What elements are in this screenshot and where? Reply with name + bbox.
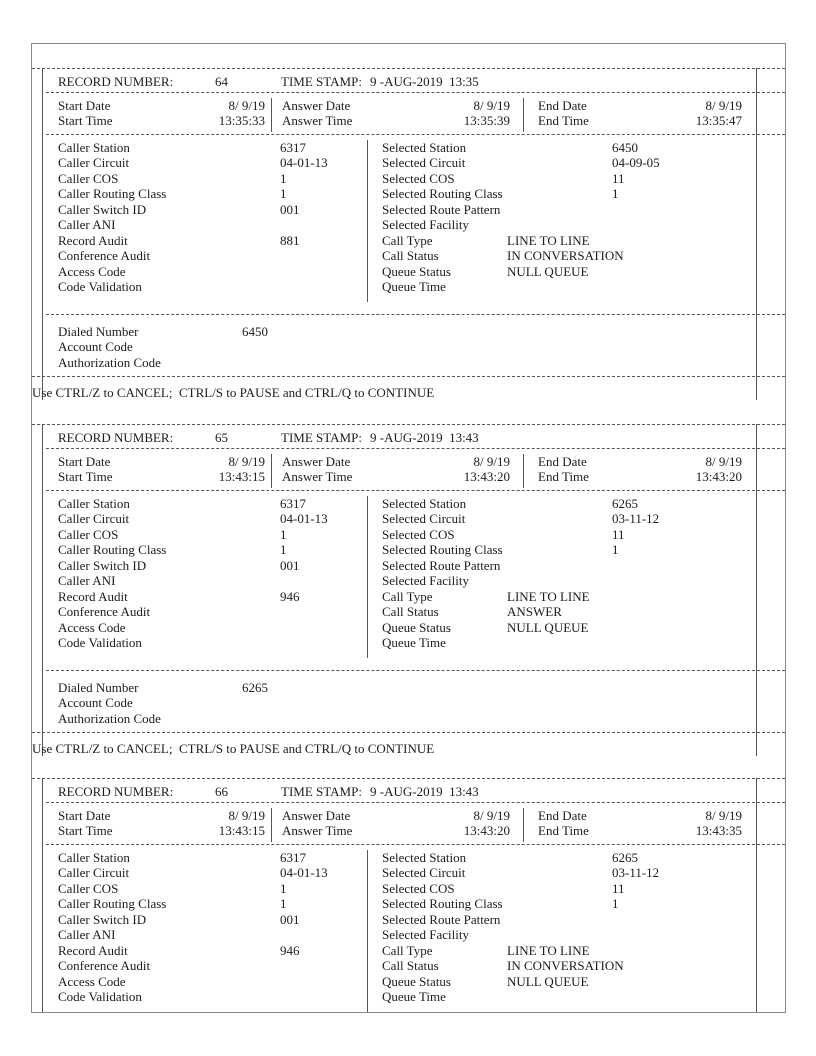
call-status-value: IN CONVERSATION (507, 248, 624, 264)
selected-circuit-value: 03-11-12 (612, 511, 660, 527)
conference-audit-label: Conference Audit (58, 604, 151, 620)
caller-switch-id-label: Caller Switch ID (58, 911, 147, 927)
call-status-value: IN CONVERSATION (507, 958, 624, 974)
selected-circuit-label: Selected Circuit (382, 865, 466, 881)
end-time-label: End Time (538, 823, 589, 839)
selected-route-pattern-label: Selected Route Pattern (382, 557, 501, 573)
caller-routing-class-value: 1 (280, 896, 287, 912)
end-time-value: 13:35:47 (695, 113, 742, 129)
queue-status-value: NULL QUEUE (507, 263, 589, 279)
call-record (32, 424, 785, 756)
answer-date-value: 8/ 9/19 (473, 98, 510, 113)
start-date-label: Start Date (58, 98, 111, 113)
selected-circuit-label: Selected Circuit (382, 511, 466, 527)
code-validation-label: Code Validation (58, 988, 142, 1004)
selected-route-pattern-label: Selected Route Pattern (382, 201, 501, 217)
queue-status-value: NULL QUEUE (507, 619, 589, 635)
start-date-value: 8/ 9/19 (228, 808, 265, 823)
end-date-label: End Date (538, 454, 587, 469)
selected-facility-label: Selected Facility (382, 573, 470, 589)
record-audit-value: 946 (280, 942, 300, 958)
answer-time-label: Answer Time (282, 823, 353, 839)
call-status-label: Call Status (382, 248, 439, 264)
queue-status-value: NULL QUEUE (507, 973, 589, 989)
caller-ani-label: Caller ANI (58, 217, 116, 233)
caller-routing-class-value: 1 (280, 186, 287, 202)
call-status-value: ANSWER (507, 604, 562, 620)
time-stamp-label: TIME STAMP: (281, 74, 362, 89)
call-type-label: Call Type (382, 588, 433, 604)
start-date-value: 8/ 9/19 (228, 98, 265, 113)
selected-route-pattern-label: Selected Route Pattern (382, 911, 501, 927)
record-number-label: RECORD NUMBER: (58, 74, 174, 89)
record-number-value: 64 (215, 74, 228, 89)
record-number-label: RECORD NUMBER: (58, 784, 174, 799)
caller-routing-class-value: 1 (280, 542, 287, 558)
start-date-value: 8/ 9/19 (228, 454, 265, 469)
selected-routing-class-value: 1 (612, 186, 619, 202)
end-time-value: 13:43:20 (695, 469, 742, 485)
report-page (31, 43, 786, 1013)
answer-time-value: 13:43:20 (463, 823, 510, 839)
dialed-number-value: 6450 (242, 324, 268, 339)
answer-date-label: Answer Date (282, 98, 351, 113)
call-type-label: Call Type (382, 232, 433, 248)
time-stamp-value: 9 -AUG-2019 13:43 (370, 430, 479, 445)
start-time-label: Start Time (58, 469, 113, 485)
caller-switch-id-value: 001 (280, 201, 300, 217)
selected-routing-class-label: Selected Routing Class (382, 896, 503, 912)
selected-routing-class-value: 1 (612, 542, 619, 558)
call-record (32, 68, 785, 400)
caller-switch-id-value: 001 (280, 557, 300, 573)
answer-date-label: Answer Date (282, 808, 351, 823)
caller-routing-class-label: Caller Routing Class (58, 896, 167, 912)
record-number-value: 66 (215, 784, 228, 799)
queue-time-label: Queue Time (382, 278, 446, 294)
account-code-label: Account Code (58, 695, 133, 711)
start-date-label: Start Date (58, 808, 111, 823)
control-hint: Use CTRL/Z to CANCEL; CTRL/S to PAUSE and CTRL/Q to CONTINUE (32, 385, 435, 400)
dialed-number-label: Dialed Number (58, 680, 139, 695)
answer-time-value: 13:35:39 (463, 113, 510, 129)
account-code-label: Account Code (58, 339, 133, 355)
start-date-label: Start Date (58, 454, 111, 469)
answer-time-label: Answer Time (282, 113, 353, 129)
end-date-value: 8/ 9/19 (705, 454, 742, 469)
caller-cos-value: 1 (280, 880, 287, 896)
dialed-number-value: 6265 (242, 680, 268, 695)
caller-station-label: Caller Station (58, 850, 130, 865)
caller-station-label: Caller Station (58, 140, 130, 155)
call-type-label: Call Type (382, 942, 433, 958)
selected-routing-class-value: 1 (612, 896, 619, 912)
time-stamp-value: 9 -AUG-2019 13:35 (370, 74, 479, 89)
control-hint: Use CTRL/Z to CANCEL; CTRL/S to PAUSE and CTRL/Q to CONTINUE (32, 741, 435, 756)
selected-routing-class-label: Selected Routing Class (382, 542, 503, 558)
caller-circuit-value: 04-01-13 (280, 155, 328, 171)
call-status-label: Call Status (382, 604, 439, 620)
selected-station-label: Selected Station (382, 850, 467, 865)
time-stamp-value: 9 -AUG-2019 13:43 (370, 784, 479, 799)
time-stamp-label: TIME STAMP: (281, 430, 362, 445)
start-time-value: 13:43:15 (218, 469, 265, 485)
end-date-value: 8/ 9/19 (705, 808, 742, 823)
call-record (32, 778, 785, 1004)
call-type-value: LINE TO LINE (507, 942, 590, 958)
queue-time-label: Queue Time (382, 988, 446, 1004)
end-time-value: 13:43:35 (695, 823, 742, 839)
record-audit-value: 881 (280, 232, 300, 248)
time-stamp-label: TIME STAMP: (281, 784, 362, 799)
selected-station-label: Selected Station (382, 140, 467, 155)
record-number-label: RECORD NUMBER: (58, 430, 174, 445)
caller-cos-value: 1 (280, 170, 287, 186)
answer-date-value: 8/ 9/19 (473, 808, 510, 823)
selected-station-label: Selected Station (382, 496, 467, 511)
caller-circuit-value: 04-01-13 (280, 865, 328, 881)
caller-circuit-label: Caller Circuit (58, 865, 130, 881)
selected-cos-label: Selected COS (382, 170, 455, 186)
queue-time-label: Queue Time (382, 634, 446, 650)
queue-status-label: Queue Status (382, 973, 451, 989)
start-time-label: Start Time (58, 823, 113, 839)
caller-station-value: 6317 (280, 140, 306, 155)
selected-circuit-value: 04-09-05 (612, 155, 660, 171)
caller-routing-class-label: Caller Routing Class (58, 542, 167, 558)
caller-station-value: 6317 (280, 850, 306, 865)
queue-status-label: Queue Status (382, 263, 451, 279)
caller-ani-label: Caller ANI (58, 927, 116, 943)
caller-ani-label: Caller ANI (58, 573, 116, 589)
selected-cos-label: Selected COS (382, 880, 455, 896)
caller-cos-value: 1 (280, 526, 287, 542)
authorization-code-label: Authorization Code (58, 710, 161, 726)
record-number-value: 65 (215, 430, 228, 445)
caller-switch-id-value: 001 (280, 911, 300, 927)
selected-cos-label: Selected COS (382, 526, 455, 542)
end-date-value: 8/ 9/19 (705, 98, 742, 113)
answer-time-value: 13:43:20 (463, 469, 510, 485)
start-time-value: 13:43:15 (218, 823, 265, 839)
caller-station-label: Caller Station (58, 496, 130, 511)
access-code-label: Access Code (58, 263, 126, 279)
selected-station-value: 6450 (612, 140, 638, 155)
caller-circuit-value: 04-01-13 (280, 511, 328, 527)
caller-circuit-label: Caller Circuit (58, 155, 130, 171)
caller-cos-label: Caller COS (58, 526, 119, 542)
end-time-label: End Time (538, 113, 589, 129)
record-audit-label: Record Audit (58, 588, 128, 604)
record-audit-label: Record Audit (58, 232, 128, 248)
end-time-label: End Time (538, 469, 589, 485)
selected-station-value: 6265 (612, 496, 638, 511)
conference-audit-label: Conference Audit (58, 958, 151, 974)
access-code-label: Access Code (58, 973, 126, 989)
code-validation-label: Code Validation (58, 634, 142, 650)
caller-switch-id-label: Caller Switch ID (58, 201, 147, 217)
selected-circuit-value: 03-11-12 (612, 865, 660, 881)
caller-circuit-label: Caller Circuit (58, 511, 130, 527)
call-status-label: Call Status (382, 958, 439, 974)
selected-cos-value: 11 (612, 170, 625, 186)
call-type-value: LINE TO LINE (507, 232, 590, 248)
authorization-code-label: Authorization Code (58, 354, 161, 370)
caller-cos-label: Caller COS (58, 170, 119, 186)
record-audit-label: Record Audit (58, 942, 128, 958)
queue-status-label: Queue Status (382, 619, 451, 635)
dialed-number-label: Dialed Number (58, 324, 139, 339)
end-date-label: End Date (538, 808, 587, 823)
caller-routing-class-label: Caller Routing Class (58, 186, 167, 202)
record-audit-value: 946 (280, 588, 300, 604)
call-type-value: LINE TO LINE (507, 588, 590, 604)
conference-audit-label: Conference Audit (58, 248, 151, 264)
caller-cos-label: Caller COS (58, 880, 119, 896)
start-time-label: Start Time (58, 113, 113, 129)
caller-switch-id-label: Caller Switch ID (58, 557, 147, 573)
selected-station-value: 6265 (612, 850, 638, 865)
selected-cos-value: 11 (612, 880, 625, 896)
start-time-value: 13:35:33 (218, 113, 265, 129)
end-date-label: End Date (538, 98, 587, 113)
selected-facility-label: Selected Facility (382, 217, 470, 233)
answer-date-value: 8/ 9/19 (473, 454, 510, 469)
selected-routing-class-label: Selected Routing Class (382, 186, 503, 202)
code-validation-label: Code Validation (58, 278, 142, 294)
selected-circuit-label: Selected Circuit (382, 155, 466, 171)
answer-time-label: Answer Time (282, 469, 353, 485)
access-code-label: Access Code (58, 619, 126, 635)
selected-cos-value: 11 (612, 526, 625, 542)
caller-station-value: 6317 (280, 496, 306, 511)
answer-date-label: Answer Date (282, 454, 351, 469)
selected-facility-label: Selected Facility (382, 927, 470, 943)
